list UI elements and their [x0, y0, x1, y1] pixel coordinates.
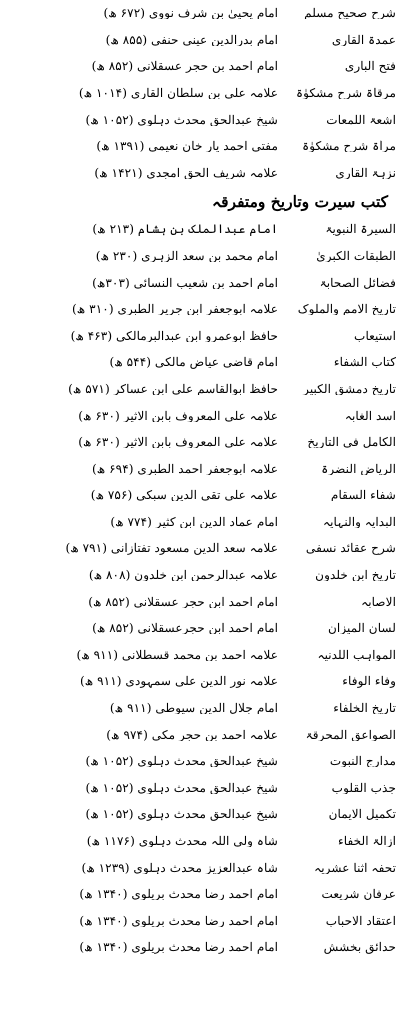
book-title: مرأۃ شرح مشکوٰۃ [302, 140, 396, 153]
book-title: تاریخ دمشق الکبیر [303, 382, 396, 396]
author-name: علامہ نور الدین علی سمہودی (۹۱۱ ھ) [80, 675, 278, 688]
book-title: استیعاب [353, 329, 396, 342]
book-title: الکامل فی التاریخ [307, 436, 396, 449]
reference-row [0, 615, 400, 642]
reference-row [0, 27, 400, 54]
book-title: عمدۃ القاری [331, 33, 396, 46]
author-name: امام احمد بن شعیب النسائی (۳۰۳ھ) [92, 276, 278, 289]
author-name: امام عبدالملک بن ہشام (۲۱۳ ھ) [92, 223, 278, 236]
book-title: لسان المیزان [327, 622, 396, 635]
book-title: جذب القلوب [331, 781, 396, 795]
book-title: الصواعق المحرقۃ [305, 728, 396, 741]
book-title: عرفان شریعت [321, 888, 396, 901]
book-title: مدارج النبوت [329, 755, 396, 768]
book-title: السیرۃ النبویۃ [325, 223, 396, 236]
book-title: شرح صحیح مسلم [304, 7, 396, 20]
reference-row [0, 535, 400, 562]
book-title: مرقاۃ شرح مشکوٰۃ [295, 86, 396, 100]
author-name: شاہ عبدالعزیز محدث دہلوی (۱۲۳۹ ھ) [81, 861, 278, 874]
reference-row [0, 881, 400, 908]
book-title: تاریخ الخلفاء [333, 702, 396, 715]
author-name: امام عماد الدین ابن کثیر (۷۷۴ ھ) [110, 515, 278, 529]
author-name: شیخ عبدالحق محدث دہلوی (۱۰۵۲ ھ) [85, 113, 278, 126]
author-name: امام محمد بن سعد الزہری (۲۳۰ ھ) [95, 249, 278, 263]
author-name: شیخ عبدالحق محدث دہلوی (۱۰۵۲ ھ) [85, 781, 278, 795]
reference-row [0, 588, 400, 615]
book-title: تاریخ ابن خلدون [315, 569, 396, 582]
book-title: فضائل الصحابۃ [319, 276, 396, 289]
author-name: مفتی احمد یار خان نعیمی (۱۳۹۱ ھ) [96, 140, 278, 153]
reference-row [0, 748, 400, 775]
author-name: علامہ ابوجعفر احمد الطبری (۶۹۴ ھ) [91, 462, 278, 475]
reference-row [0, 269, 400, 296]
reference-row [0, 429, 400, 456]
section-heading: کتب سیرت وتاریخ ومتفرقہ [212, 191, 388, 211]
author-name: علامہ احمد بن حجر مکی (۹۷۴ ھ) [106, 728, 278, 741]
book-title: کتاب الشفاء [333, 356, 396, 369]
author-name: علامہ سعد الدین مسعود تفتازانی (۷۹۱ ھ) [65, 542, 278, 555]
book-title: فتح الباری [344, 60, 396, 73]
book-title: شرح عقائد نسفی [305, 542, 396, 555]
reference-row [0, 53, 400, 80]
book-title: وفاء الوفاء [342, 675, 396, 688]
book-title: تاریخ الامم والملوک [297, 303, 396, 316]
reference-row [0, 934, 400, 961]
reference-row [0, 80, 400, 107]
reference-row [0, 482, 400, 509]
author-name: علامہ عبدالرحمن ابن خلدون (۸۰۸ ھ) [88, 569, 278, 582]
reference-row [0, 668, 400, 695]
author-name: امام بدرالدین عینی حنفی (۸۵۵ ھ) [105, 33, 278, 46]
book-title: تحفہ اثنا عشریہ [314, 861, 396, 874]
author-name: امام قاضی عیاض مالکی (۵۴۴ ھ) [109, 356, 278, 369]
book-title: اسد الغابہ [344, 409, 396, 422]
reference-row [0, 695, 400, 722]
author-name: علامہ ابوجعفر ابن جریر الطبری (۳۱۰ ھ) [72, 303, 278, 316]
author-name: حافظ ابوعمرو ابن عبدالبرمالکی (۴۶۳ ھ) [70, 329, 278, 342]
seerah-history-list [0, 216, 400, 961]
reference-row [0, 133, 400, 160]
reference-row [0, 721, 400, 748]
reference-row [0, 456, 400, 483]
reference-row [0, 828, 400, 855]
reference-row [0, 562, 400, 589]
book-title: البدایہ والنہایہ [322, 515, 396, 529]
reference-row [0, 323, 400, 350]
reference-row [0, 402, 400, 429]
reference-row [0, 854, 400, 881]
reference-row [0, 216, 400, 243]
book-title: حدائقِ بخشش [323, 941, 396, 954]
author-name: امام احمد رضا محدث بریلوی (۱۳۴۰ ھ) [79, 914, 278, 927]
author-name: شاہ ولی اللہ محدث دہلوی (۱۱۷۶ ھ) [86, 835, 278, 848]
book-title: المواہب اللدنیہ [317, 648, 396, 662]
reference-row [0, 775, 400, 802]
book-title: الاصابہ [361, 595, 396, 608]
author-name: امام یحییٰ بن شرف نووی (۶۷۲ ھ) [103, 7, 278, 20]
book-title: شفاء السقام [330, 489, 396, 502]
reference-row [0, 296, 400, 323]
author-name: علامہ علی المعروف بابن الاثیر (۶۳۰ ھ) [78, 436, 278, 449]
reference-row [0, 509, 400, 536]
author-name: حافظ ابوالقاسم علی ابن عساکر (۵۷۱ ھ) [68, 382, 278, 396]
reference-row [0, 376, 400, 403]
reference-row [0, 106, 400, 133]
author-name: علامہ احمد بن محمد قسطلانی (۹۱۱ ھ) [76, 648, 278, 662]
author-name: امام احمد رضا محدث بریلوی (۱۳۴۰ ھ) [79, 888, 278, 901]
reference-row [0, 160, 400, 187]
reference-row [0, 642, 400, 669]
book-title: ازالۃ الخفاء [338, 835, 396, 848]
book-title: الطبقات الکبریٰ [316, 249, 396, 263]
author-name: امام جلال الدین سیوطی (۹۱۱ ھ) [109, 702, 278, 715]
book-title: الریاض النضرۃ [321, 462, 396, 475]
reference-row [0, 349, 400, 376]
author-name: امام احمد بن حجر عسقلانی (۸۵۲ ھ) [91, 60, 278, 73]
book-title: اعتقاد الاحباب [325, 914, 396, 927]
reference-row [0, 908, 400, 935]
author-name: علامہ علی المعروف بابن الاثیر (۶۳۰ ھ) [78, 409, 278, 422]
author-name: علامہ علی بن سلطان القاری (۱۰۱۴ ھ) [78, 86, 278, 100]
book-title: نزہۃ القاری [335, 166, 396, 179]
author-name: امام احمد ابن حجرعسقلانی (۸۵۲ ھ) [92, 622, 278, 635]
author-name: امام احمد رضا محدث بریلوی (۱۳۴۰ ھ) [79, 941, 278, 954]
book-title: تکمیل الایمان [328, 808, 396, 821]
reference-row [0, 801, 400, 828]
author-name: شیخ عبدالحق محدث دہلوی (۱۰۵۲ ھ) [85, 808, 278, 821]
reference-row [0, 243, 400, 270]
hadith-commentaries-list [0, 0, 400, 186]
author-name: علامہ شریف الحق امجدی (۱۴۲۱ ھ) [94, 166, 278, 179]
author-name: علامہ علی تقی الدین سبکی (۷۵۶ ھ) [90, 489, 278, 502]
author-name: امام احمد ابن حجر عسقلانی (۸۵۲ ھ) [88, 595, 278, 608]
reference-row [0, 0, 400, 27]
book-title: اشعۃ اللمعات [326, 113, 396, 126]
author-name: شیخ عبدالحق محدث دہلوی (۱۰۵۲ ھ) [85, 755, 278, 768]
